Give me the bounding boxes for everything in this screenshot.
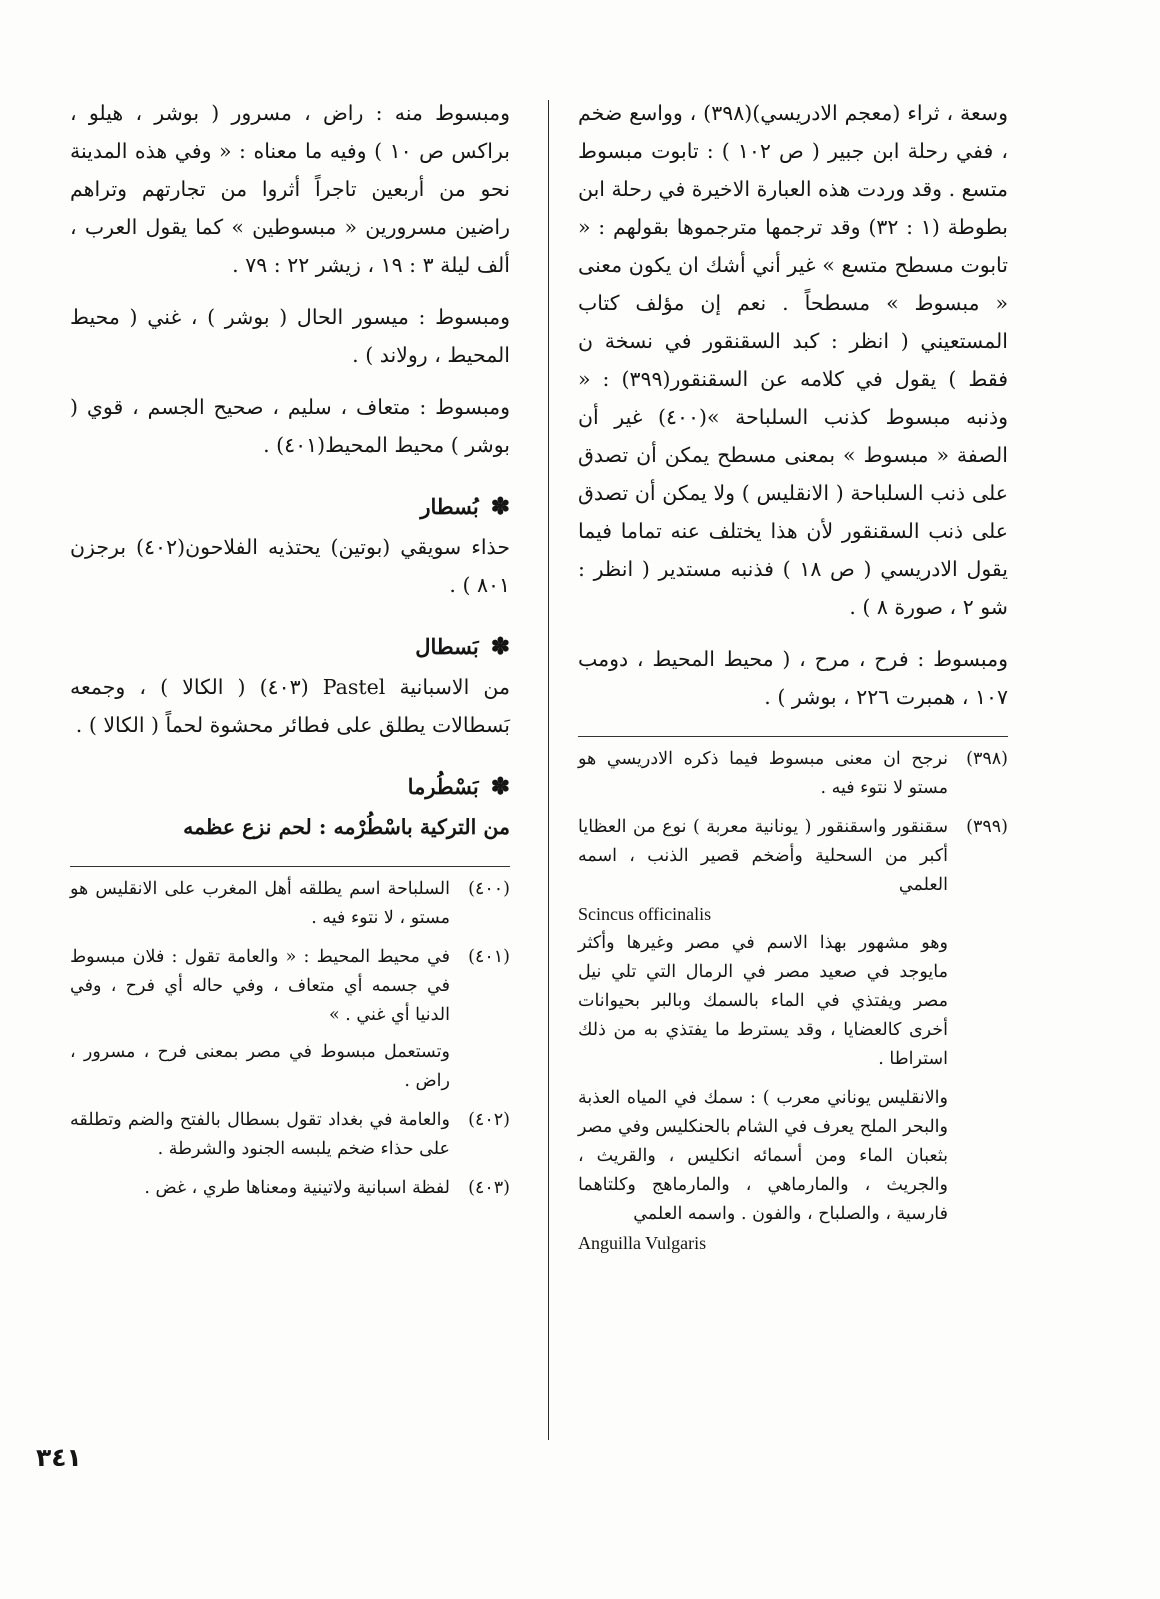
footnote-number: (٤٠١) xyxy=(468,947,510,967)
page-number: ٣٤١ xyxy=(36,1443,82,1472)
footnote-text: والعامة في بغداد تقول بسطال بالفتح والضم وتطلقه على حذاء ضخم يلبسه الجنود والشرطة . xyxy=(70,1110,450,1159)
footnote xyxy=(578,1084,1008,1258)
entry-heading xyxy=(70,628,510,666)
footnote-number: (٤٠٠) xyxy=(468,879,510,899)
footnote xyxy=(578,813,1008,1074)
footnote-number: (٣٩٨) xyxy=(966,749,1008,769)
footnote-body xyxy=(70,943,450,1096)
left-column xyxy=(70,94,510,1213)
entry-heading xyxy=(70,488,510,526)
footnote-number xyxy=(956,1084,1008,1258)
right-footnotes xyxy=(578,745,1008,1258)
latin-term: Scincus officinalis xyxy=(578,904,712,924)
asterisk-icon: ✽ xyxy=(490,633,510,660)
asterisk-icon: ✽ xyxy=(490,773,510,800)
paragraph: ومبسوط : ميسور الحال ( بوشر ) ، غني ( محيط المحيط ، رولاند ) . xyxy=(70,305,510,367)
dictionary-entry xyxy=(70,768,510,846)
footnote xyxy=(578,745,1008,803)
entry-definition: من التركية باسْطُرْمه : لحم نزع عظمه xyxy=(183,815,510,839)
footnote-text-continued: وتستعمل مبسوط في مصر بمعنى فرح ، مسرور ، راض . xyxy=(70,1042,450,1091)
paragraph: وسعة ، ثراء (معجم الادريسي)(٣٩٨) ، وواسع ضخم ، ففي رحلة ابن جبير ( ص ١٠٢ ) : تابوت مبسوط متسع . وقد وردت هذه العبارة الاخيرة في رحلة ابن بطوطة (١ : ٣٢) وقد ترجمها مترجموها بقولهم : « تابوت مسطح متسع » غير أني أشك ان يكون معنى « مبسوط » مسطحاً . نعم إن مؤلف كتاب المستعيني ( انظر : كبد السقنقور في نسخة ن فقط ) يقول في كلامه عن السقنقور(٣٩٩) : « وذنبه مبسوط كذنب السلباحة »(٤٠٠) غير أن الصفة « مبسوط » بمعنى مسطح يمكن أن تصدق على ذنب السلباحة ( الانقليس ) ولا يمكن أن تصدق على ذنب السقنقور لأن هذا يختلف عنه تماما فيما يقول الادريسي ( ص ١٨ ) فذنبه مستدير ( انظر : شو ٢ ، صورة ٨ ) . xyxy=(578,101,1009,619)
entry-heading xyxy=(70,768,510,806)
footnote-number: (٤٠٣) xyxy=(468,1178,510,1198)
footnote xyxy=(70,1174,510,1203)
column-divider xyxy=(548,100,549,1440)
footnote-number: (٤٠٢) xyxy=(468,1110,510,1130)
entry-word: بُسطار xyxy=(420,494,479,519)
entry-definition: حذاء سويقي (بوتين) يحتذيه الفلاحون(٤٠٢) برجزن ٨٠١ ) . xyxy=(70,535,510,597)
footnote xyxy=(70,1106,510,1164)
footnote xyxy=(70,943,510,1096)
left-main-text xyxy=(70,94,510,846)
footnote-text: سقنقور واسقنقور ( يونانية معربة ) نوع من العظايا أكبر من السحلية وأضخم قصير الذنب ، اسمه العلمي xyxy=(578,817,948,895)
dictionary-entry xyxy=(70,628,510,744)
right-column xyxy=(578,94,1008,1268)
footnote-text-continued: وهو مشهور بهذا الاسم في مصر وغيرها وأكثر مايوجد في صعيد مصر في الرمال التي تلي نيل مصر ويفتذي في الماء بالسمك وبالبر بحيوانات أخرى كالعضايا ، وقد يسترط ما يفتذي به من ذلك استراطا . xyxy=(578,933,948,1069)
right-main-text xyxy=(578,94,1008,716)
footnote-text: السلباحة اسم يطلقه أهل المغرب على الانقليس هو مستو ، لا نتوء فيه . xyxy=(70,879,450,928)
latin-term: Anguilla Vulgaris xyxy=(578,1233,707,1253)
paragraph: ومبسوط : فرح ، مرح ، ( محيط المحيط ، دومب ١٠٧ ، همبرت ٢٢٦ ، بوشر ) . xyxy=(578,647,1008,709)
paragraph: ومبسوط منه : راض ، مسرور ( بوشر ، هيلو ، براكس ص ١٠ ) وفيه ما معناه : « وفي هذه المدينة نحو من أربعين تاجراً أثروا من تجارتهم وتراهم راضين مسرورين « مبسوطين » كما يقول العرب ، ألف ليلة ٣ : ١٩ ، زيشر ٢٢ : ٧٩ . xyxy=(70,101,510,277)
footnote-text: في محيط المحيط : « والعامة تقول : فلان مبسوط في جسمه أي متعاف ، وفي حاله أي فرح ، وفي الدنيا أي غني . » xyxy=(70,947,450,1025)
footnote-separator xyxy=(70,866,510,867)
footnote-text: لفظة اسبانية ولاتينية ومعناها طري ، غض . xyxy=(144,1178,450,1198)
footnote-text: نرجح ان معنى مبسوط فيما ذكره الادريسي هو مستو لا نتوء فيه . xyxy=(578,749,948,798)
entry-definition: من الاسبانية Pastel (٤٠٣) ( الكالا ) ، وجمعه بَسطالات يطلق على فطائر محشوة لحماً ( الكالا ) . xyxy=(70,675,511,737)
paragraph: ومبسوط : متعاف ، سليم ، صحيح الجسم ، قوي ( بوشر ) محيط المحيط(٤٠١) . xyxy=(70,395,510,457)
footnote-separator xyxy=(578,736,1008,737)
entry-word: بَسطال xyxy=(415,634,479,659)
footnote-body xyxy=(578,1084,948,1258)
footnote-body xyxy=(578,813,948,1074)
footnote xyxy=(70,875,510,933)
left-footnotes xyxy=(70,875,510,1203)
dictionary-entry xyxy=(70,488,510,604)
entry-word: بَسْطُرما xyxy=(407,774,479,799)
asterisk-icon: ✽ xyxy=(490,493,510,520)
footnote-number: (٣٩٩) xyxy=(966,817,1008,837)
footnote-text: والانقليس يوناني معرب ) : سمك في المياه العذبة والبحر الملح يعرف في الشام بالحنكليس وفي مصر بثعبان الماء ومن أسمائه انكليس ، والقريث ، والجريث ، والمارماهي ، والمارماهج وكلتاهما فارسية ، والصلباح ، والفون . واسمه العلمي xyxy=(578,1088,948,1224)
